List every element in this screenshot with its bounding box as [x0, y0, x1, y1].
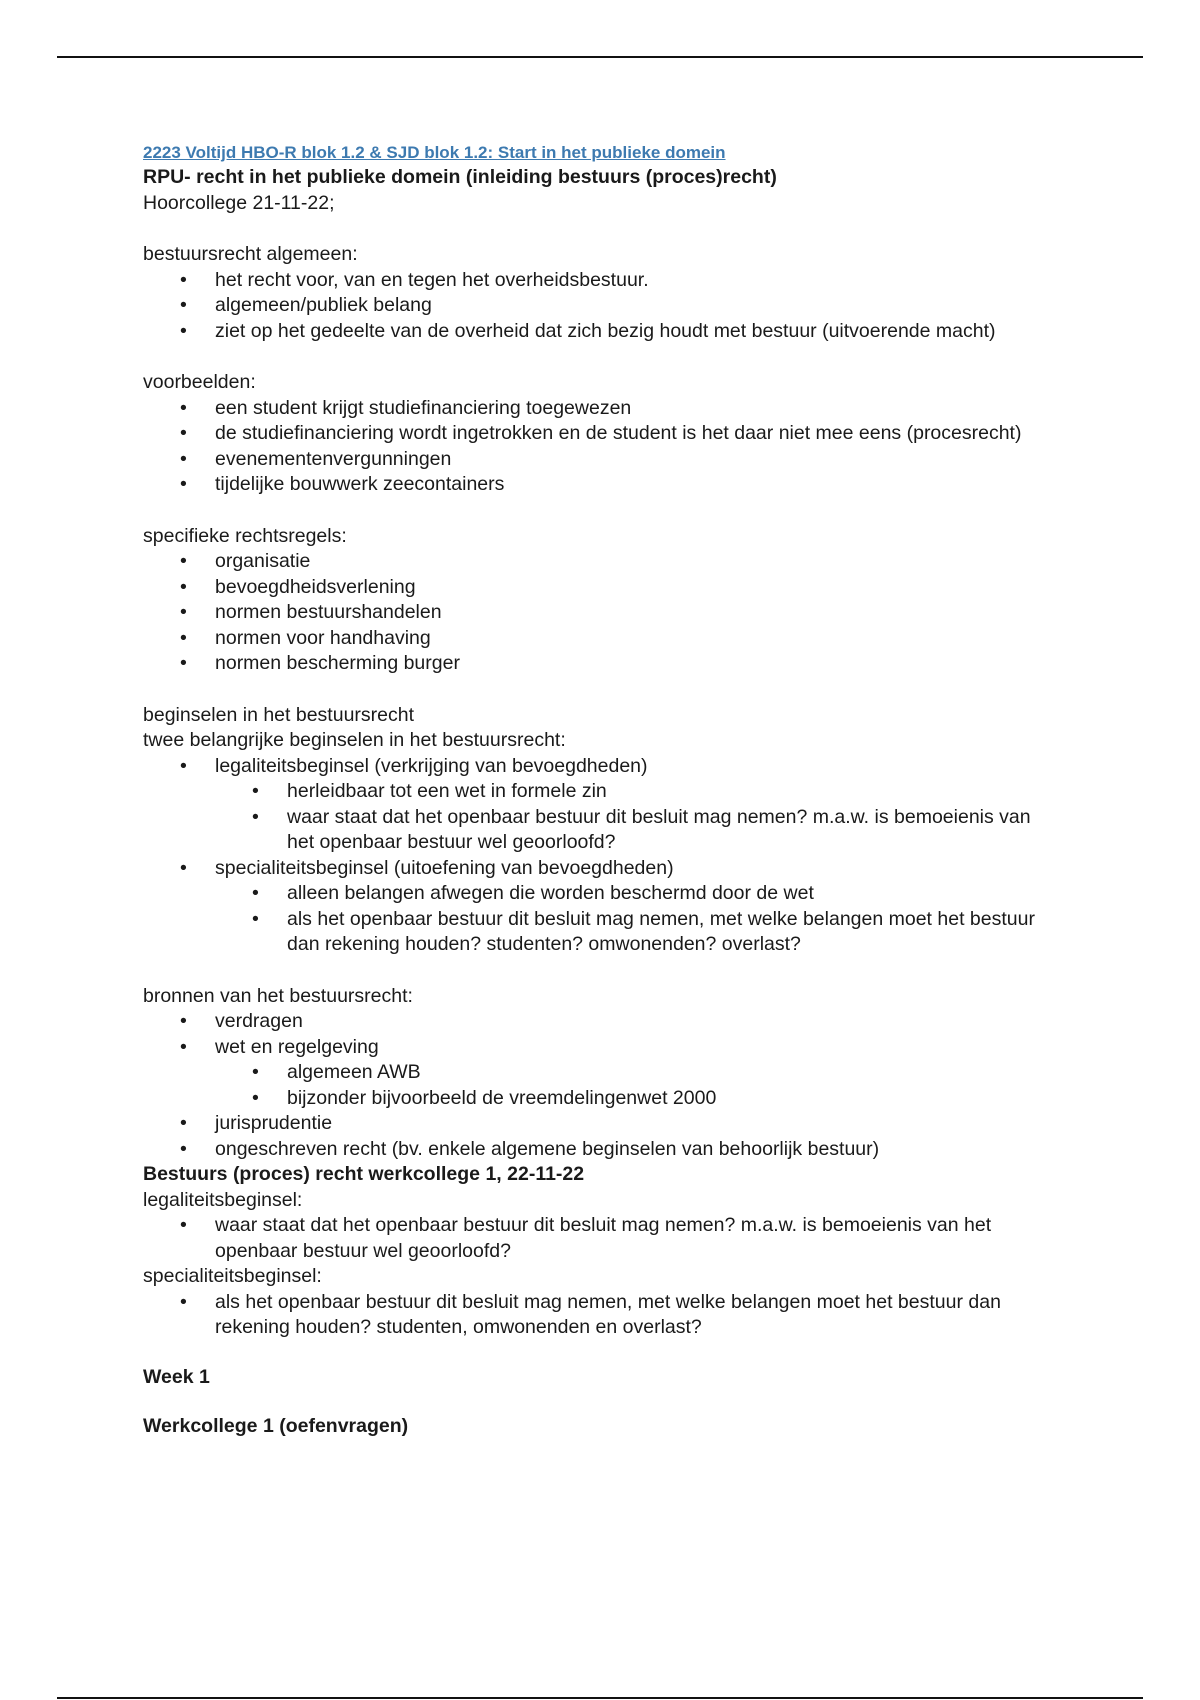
list-item: • bijzonder bijvoorbeeld de vreemdelingenwet 2000 [215, 1086, 1063, 1112]
week-heading: Week 1 [143, 1365, 210, 1388]
section-label-rules: specifieke rechtsregels: [143, 524, 347, 547]
list-sources [143, 1009, 1063, 1162]
list-legality [215, 779, 1063, 856]
bottom-rule [57, 1697, 1143, 1699]
speciality-label: specialiteitsbeginsel (uitoefening van bevoegdheden) [215, 856, 674, 879]
list-item: • verdragen [143, 1009, 1063, 1035]
list-item: • bevoegdheidsverlening [143, 575, 1063, 601]
list-item [143, 856, 1063, 958]
section-label-examples: voorbeelden: [143, 371, 256, 393]
workshop-speciality-label: specialiteitsbeginsel: [143, 1265, 322, 1287]
list-item: • jurisprudentie [143, 1111, 1063, 1137]
document-body [143, 141, 1063, 1440]
list-regulation [215, 1060, 1063, 1111]
list-item: • normen voor handhaving [143, 626, 1063, 652]
exercises-heading: Werkcollege 1 (oefenvragen) [143, 1415, 409, 1437]
list-item: • ziet op het gedeelte van de overheid dat zich bezig houdt met bestuur (uitvoerende macht) [143, 319, 1063, 345]
list-item: • normen bescherming burger [143, 651, 1063, 677]
list-item: • als het openbaar bestuur dit besluit mag nemen, met welke belangen moet het bestuur dan rekening houden? studenten, omwonenden en overlast? [143, 1290, 1063, 1341]
workshop-title: Bestuurs (proces) recht werkcollege 1, 22-11-22 [143, 1163, 585, 1185]
list-item: • normen bestuurshandelen [143, 600, 1063, 626]
list-examples [143, 396, 1063, 498]
list-item: • alleen belangen afwegen die worden beschermd door de wet [215, 881, 1063, 907]
list-item: • herleidbaar tot een wet in formele zin [215, 779, 1063, 805]
list-item: • evenementenvergunningen [143, 447, 1063, 473]
list-speciality [215, 881, 1063, 958]
section-label-sources: bronnen van het bestuursrecht: [143, 984, 413, 1007]
list-principles [143, 754, 1063, 958]
course-link[interactable]: 2223 Voltijd HBO-R blok 1.2 & SJD blok 1.2: Start in het publieke domein [143, 143, 726, 162]
list-workshop-legality [143, 1213, 1063, 1264]
list-item: • waar staat dat het openbaar bestuur dit besluit mag nemen? m.a.w. is bemoeienis van het openbaar bestuur wel geoorloofd? [143, 1213, 1063, 1264]
section-label-principles: beginselen in het bestuursrecht [143, 703, 415, 726]
list-item: • als het openbaar bestuur dit besluit mag nemen, met welke belangen moet het bestuur dan rekening houden? studenten? omwonenden? overlast? [215, 907, 1063, 958]
list-item: • ongeschreven recht (bv. enkele algemene beginselen van behoorlijk bestuur) [143, 1137, 1063, 1163]
section-sublabel-principles: twee belangrijke beginselen in het bestuursrecht: [143, 729, 566, 751]
top-rule [57, 56, 1143, 58]
list-item [143, 1035, 1063, 1112]
list-item: • het recht voor, van en tegen het overheidsbestuur. [143, 268, 1063, 294]
section-label-general: bestuursrecht algemeen: [143, 243, 358, 265]
legality-label: legaliteitsbeginsel (verkrijging van bevoegdheden) [215, 754, 648, 777]
list-item: • waar staat dat het openbaar bestuur dit besluit mag nemen? m.a.w. is bemoeienis van het openbaar bestuur wel geoorloofd? [215, 805, 1063, 856]
list-item: • een student krijgt studiefinanciering toegewezen [143, 396, 1063, 422]
list-item: • algemeen AWB [215, 1060, 1063, 1086]
list-item: • algemeen/publiek belang [143, 293, 1063, 319]
document-title: RPU- recht in het publieke domein (inleiding bestuurs (proces)recht) [143, 166, 777, 188]
list-item: • de studiefinanciering wordt ingetrokken en de student is het daar niet mee eens (procesrecht) [143, 421, 1063, 447]
list-item: • organisatie [143, 549, 1063, 575]
list-workshop-speciality [143, 1290, 1063, 1341]
list-item: • tijdelijke bouwwerk zeecontainers [143, 472, 1063, 498]
list-item [143, 754, 1063, 856]
list-rules [143, 549, 1063, 677]
workshop-legality-label: legaliteitsbeginsel: [143, 1188, 303, 1211]
regulation-label: wet en regelgeving [215, 1035, 379, 1058]
list-general [143, 268, 1063, 345]
lecture-date: Hoorcollege 21-11-22; [143, 191, 335, 214]
